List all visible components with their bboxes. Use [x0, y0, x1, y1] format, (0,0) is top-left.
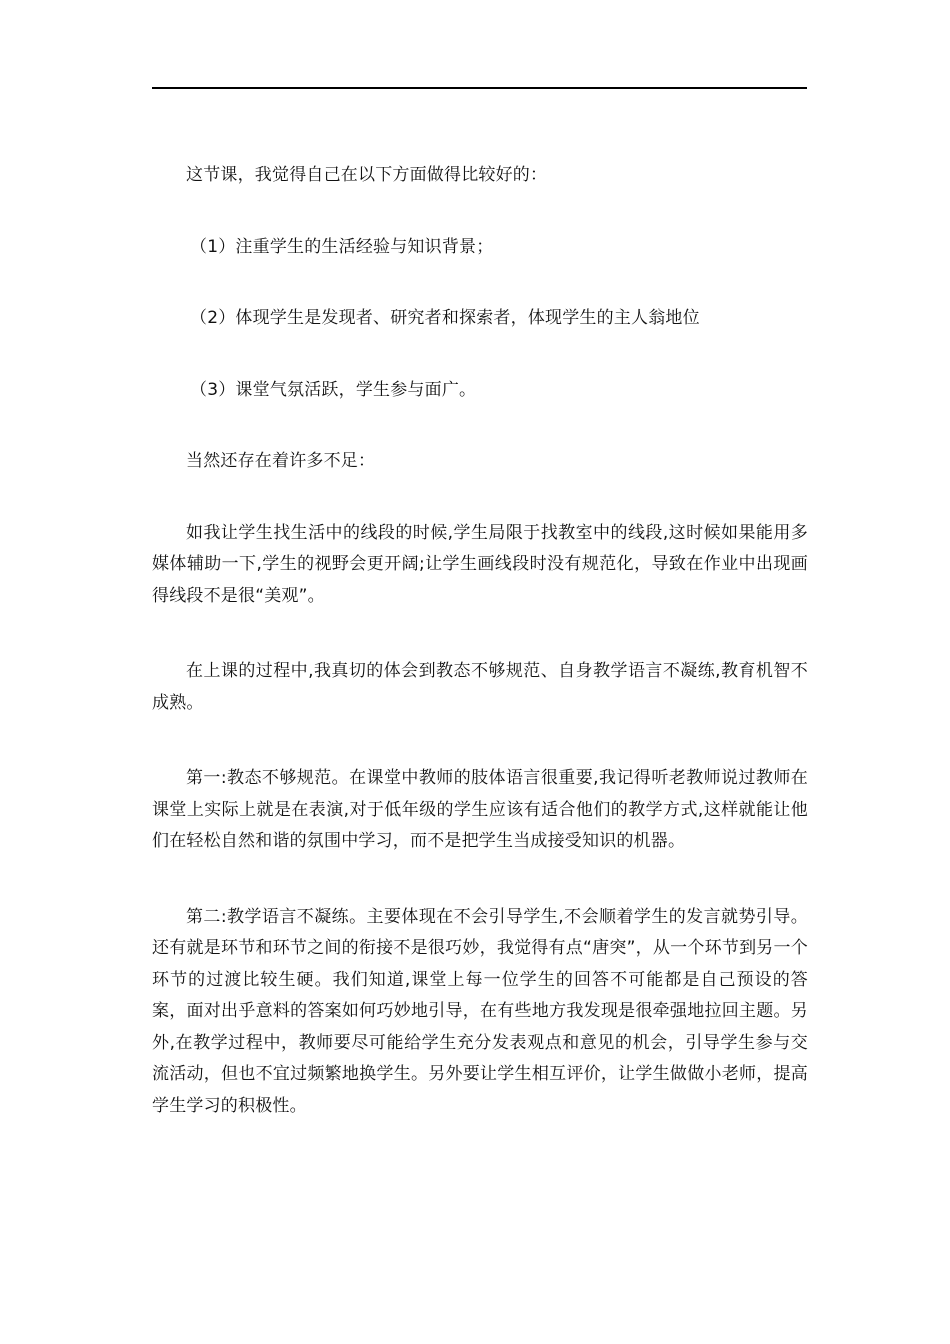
paragraph-first-point: 第一:教态不够规范。在课堂中教师的肢体语言很重要,我记得听老教师说过教师在课堂上实际上就是在表演,对于低年级的学生应该有适合他们的教学方式,这样就能让他们在轻松自然和谐的氛围中学习，而不是把学生当成接受知识的机器。 — [152, 768, 808, 851]
list-item-3: （3）课堂气氛活跃，学生参与面广。 — [190, 379, 477, 400]
paragraph-intro: 这节课，我觉得自己在以下方面做得比较好的： — [186, 165, 548, 185]
list-item-2: （2）体现学生是发现者、研究者和探索者，体现学生的主人翁地位 — [190, 308, 700, 328]
paragraph-shortcomings: 当然还存在着许多不足： — [186, 451, 376, 471]
document-body — [152, 160, 808, 1122]
paragraph-reflection: 在上课的过程中,我真切的体会到教态不够规范、自身教学语言不凝练,教育机智不成熟。 — [152, 661, 808, 713]
list-item-1: （1）注重学生的生活经验与知识背景； — [190, 236, 494, 257]
header-rule — [152, 87, 807, 89]
paragraph-example: 如我让学生找生活中的线段的时候,学生局限于找教室中的线段,这时候如果能用多媒体辅助一下,学生的视野会更开阔;让学生画线段时没有规范化，导致在作业中出现画得线段不是很“美观”。 — [152, 522, 808, 606]
paragraph-second-point: 第二:教学语言不凝练。主要体现在不会引导学生,不会顺着学生的发言就势引导。还有就是环节和环节之间的衔接不是很巧妙，我觉得有点“唐突”，从一个环节到另一个环节的过渡比较生硬。我们知道,课堂上每一位学生的回答不可能都是自己预设的答案，面对出乎意料的答案如何巧妙地引导，在有些地方我发现是很牵强地拉回主题。另外,在教学过程中，教师要尽可能给学生充分发表观点和意见的机会，引导学生参与交流活动，但也不宜过频繁地换学生。另外要让学生相互评价，让学生做做小老师，提高学生学习的积极性。 — [152, 906, 808, 1116]
